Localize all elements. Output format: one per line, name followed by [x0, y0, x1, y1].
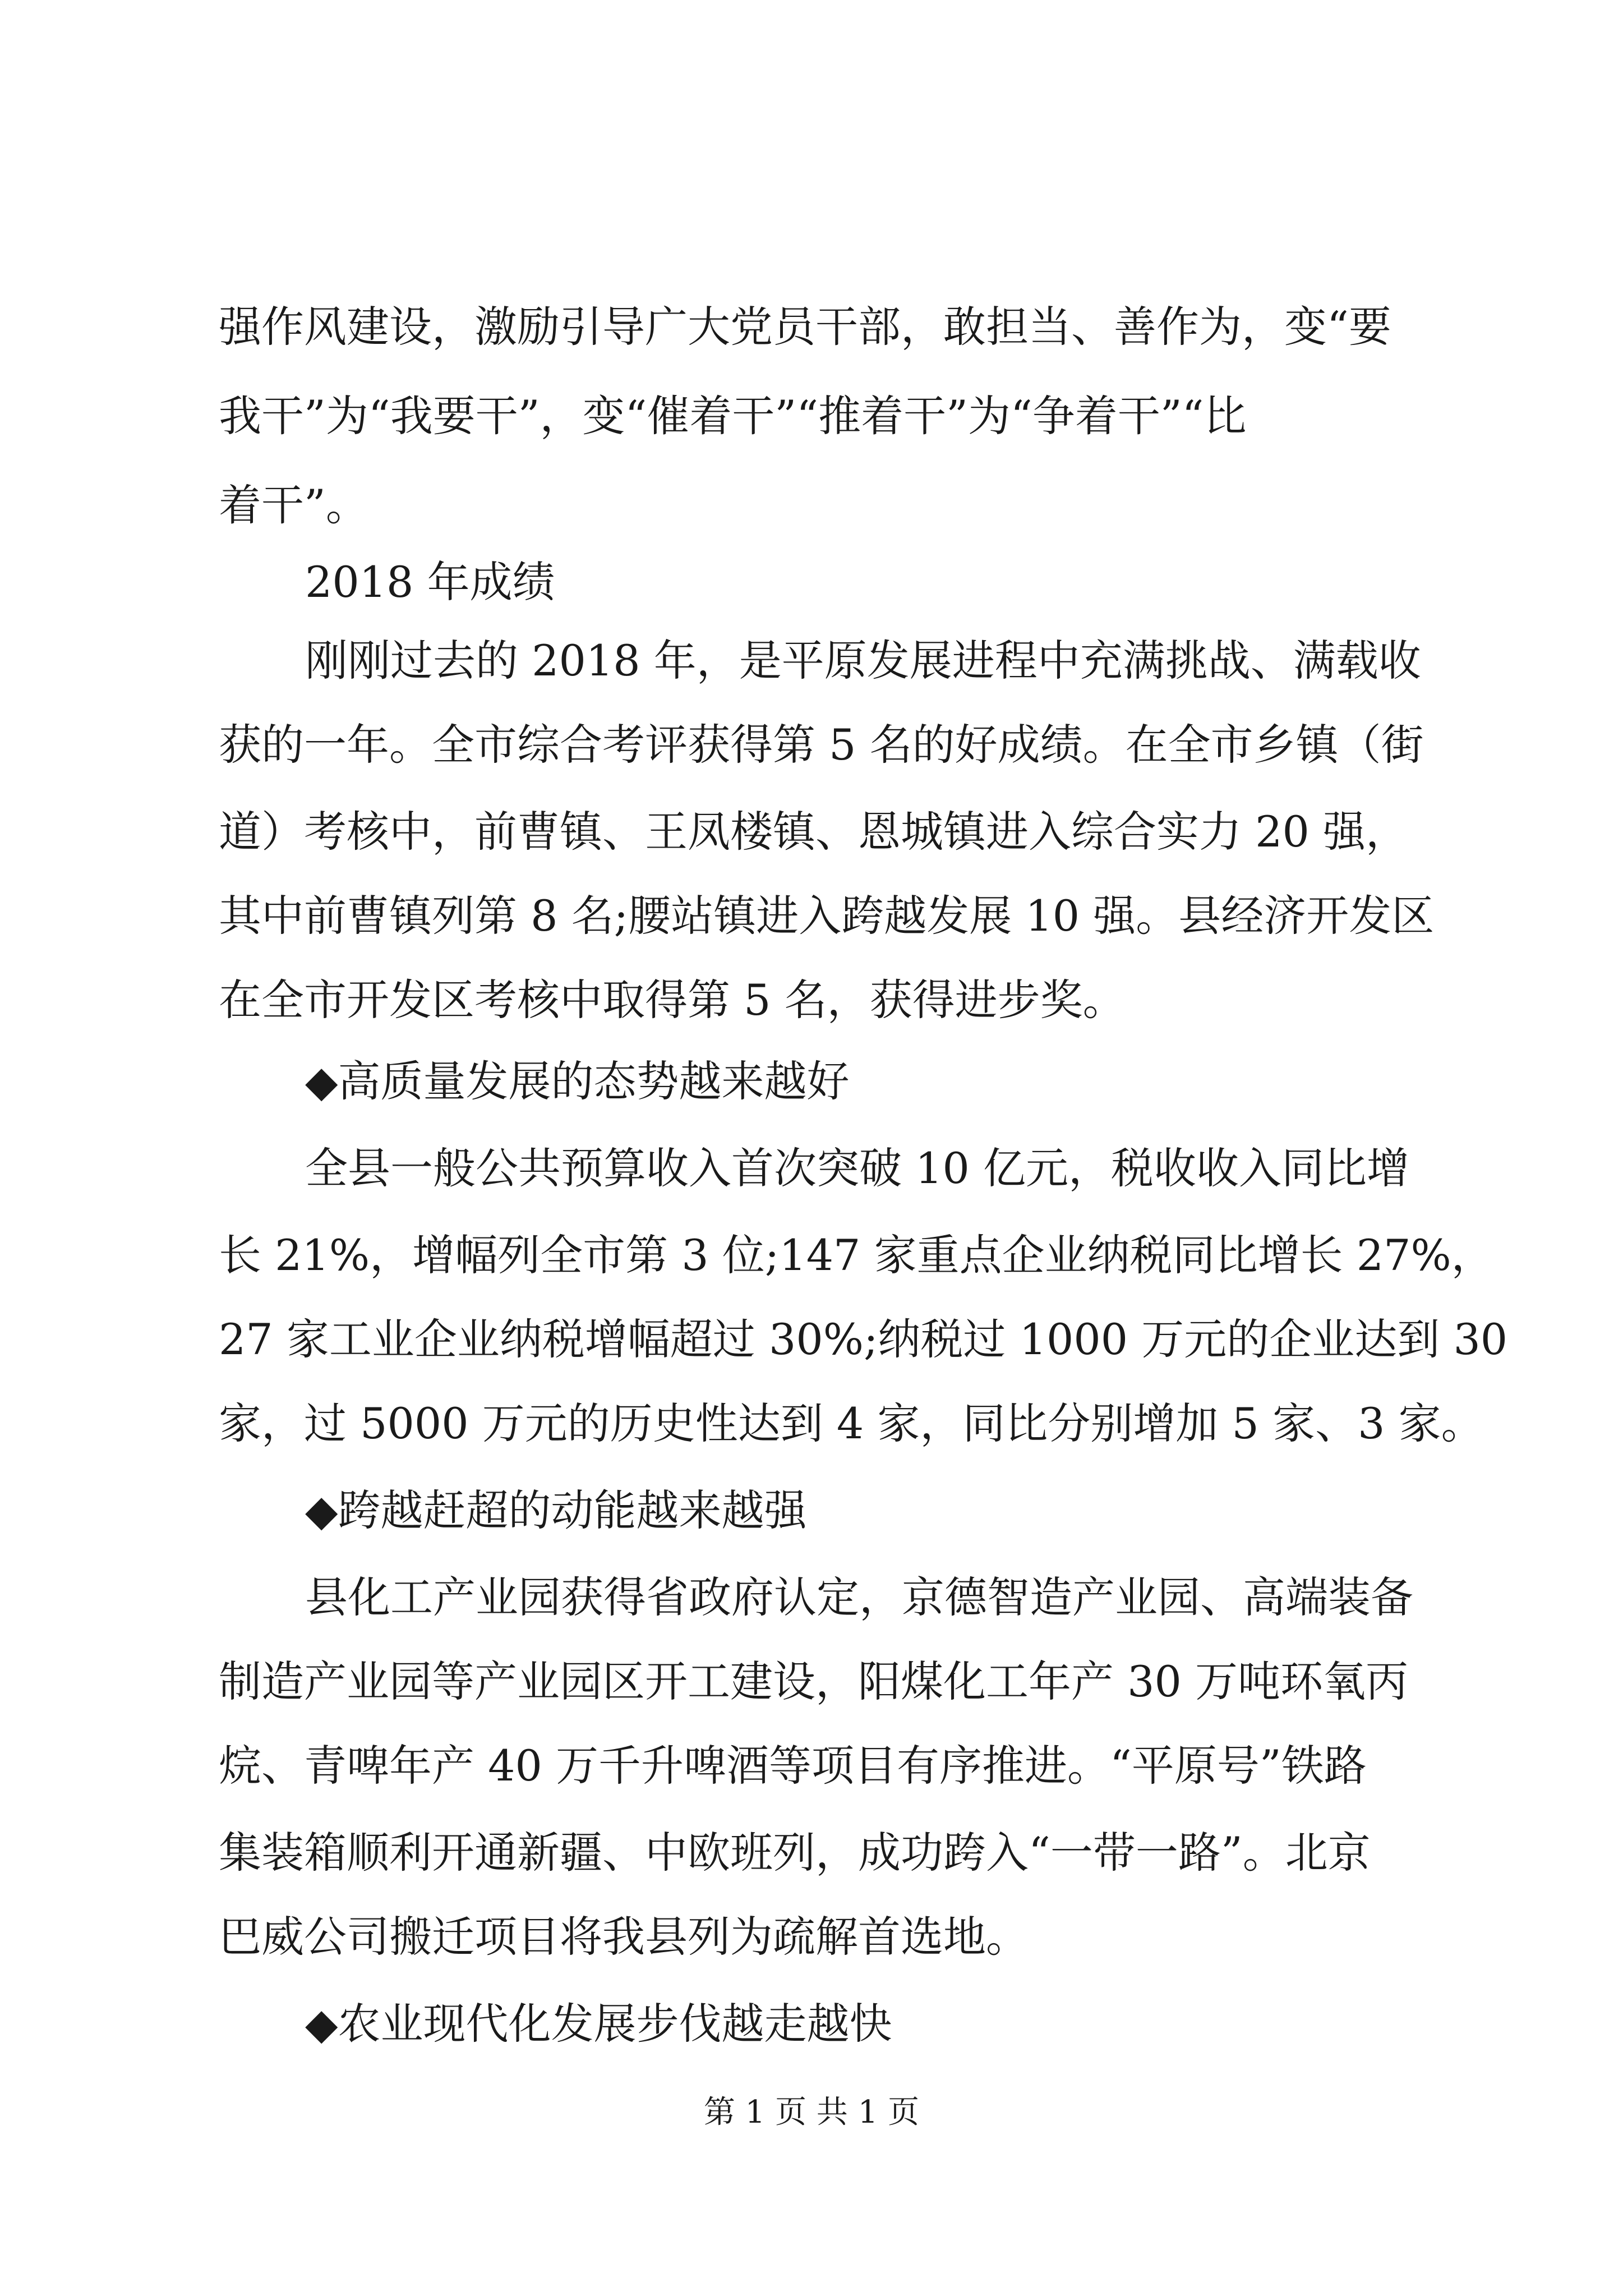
text-line-12: 长 21%，增幅列全市第 3 位;147 家重点企业纳税同比增长 27%， [219, 1230, 1494, 1280]
text-line-5: 刚刚过去的 2018 年，是平原发展进程中充满挑战、满载收 [305, 636, 1421, 685]
section-heading-2018: 2018 年成绩 [305, 557, 555, 607]
bullet-heading-agriculture: ◆农业现代化发展步伐越走越快 [305, 1999, 892, 2049]
text-line-19: 集装箱顺利开通新疆、中欧班列，成功跨入“一带一路”。北京 [219, 1828, 1371, 1878]
page-footer: 第 1 页 共 1 页 [703, 2094, 920, 2131]
text-line-16: 县化工产业园获得省政府认定，京德智造产业园、高端装备 [305, 1572, 1413, 1622]
text-line-7: 道）考核中，前曹镇、王凤楼镇、恩城镇进入综合实力 20 强， [219, 807, 1409, 857]
text-line-13: 27 家工业企业纳税增幅超过 30%;纳税过 1000 万元的企业达到 30 [219, 1314, 1508, 1364]
text-line-6: 获的一年。全市综合考评获得第 5 名的好成绩。在全市乡镇（街 [219, 720, 1424, 770]
text-line-3: 着干”。 [219, 480, 368, 530]
text-line-1: 强作风建设，激励引导广大党员干部，敢担当、善作为，变“要 [219, 302, 1391, 352]
text-line-14: 家，过 5000 万元的历史性达到 4 家，同比分别增加 5 家、3 家。 [219, 1398, 1484, 1448]
text-line-18: 烷、青啤年产 40 万千升啤酒等项目有序推进。“平原号”铁路 [219, 1741, 1367, 1791]
bullet-heading-momentum: ◆跨越赶超的动能越来越强 [305, 1485, 807, 1535]
text-line-11: 全县一般公共预算收入首次突破 10 亿元，税收收入同比增 [305, 1143, 1410, 1193]
text-line-8: 其中前曹镇列第 8 名;腰站镇进入跨越发展 10 强。县经济开发区 [219, 891, 1435, 941]
text-line-17: 制造产业园等产业园区开工建设，阳煤化工年产 30 万吨环氧丙 [219, 1657, 1409, 1706]
text-line-2: 我干”为“我要干”，变“催着干”“推着干”为“争着干”“比 [219, 391, 1247, 441]
text-line-20: 巴威公司搬迁项目将我县列为疏解首选地。 [219, 1912, 1029, 1962]
text-line-9: 在全市开发区考核中取得第 5 名，获得进步奖。 [219, 975, 1126, 1025]
bullet-heading-quality: ◆高质量发展的态势越来越好 [305, 1056, 850, 1106]
